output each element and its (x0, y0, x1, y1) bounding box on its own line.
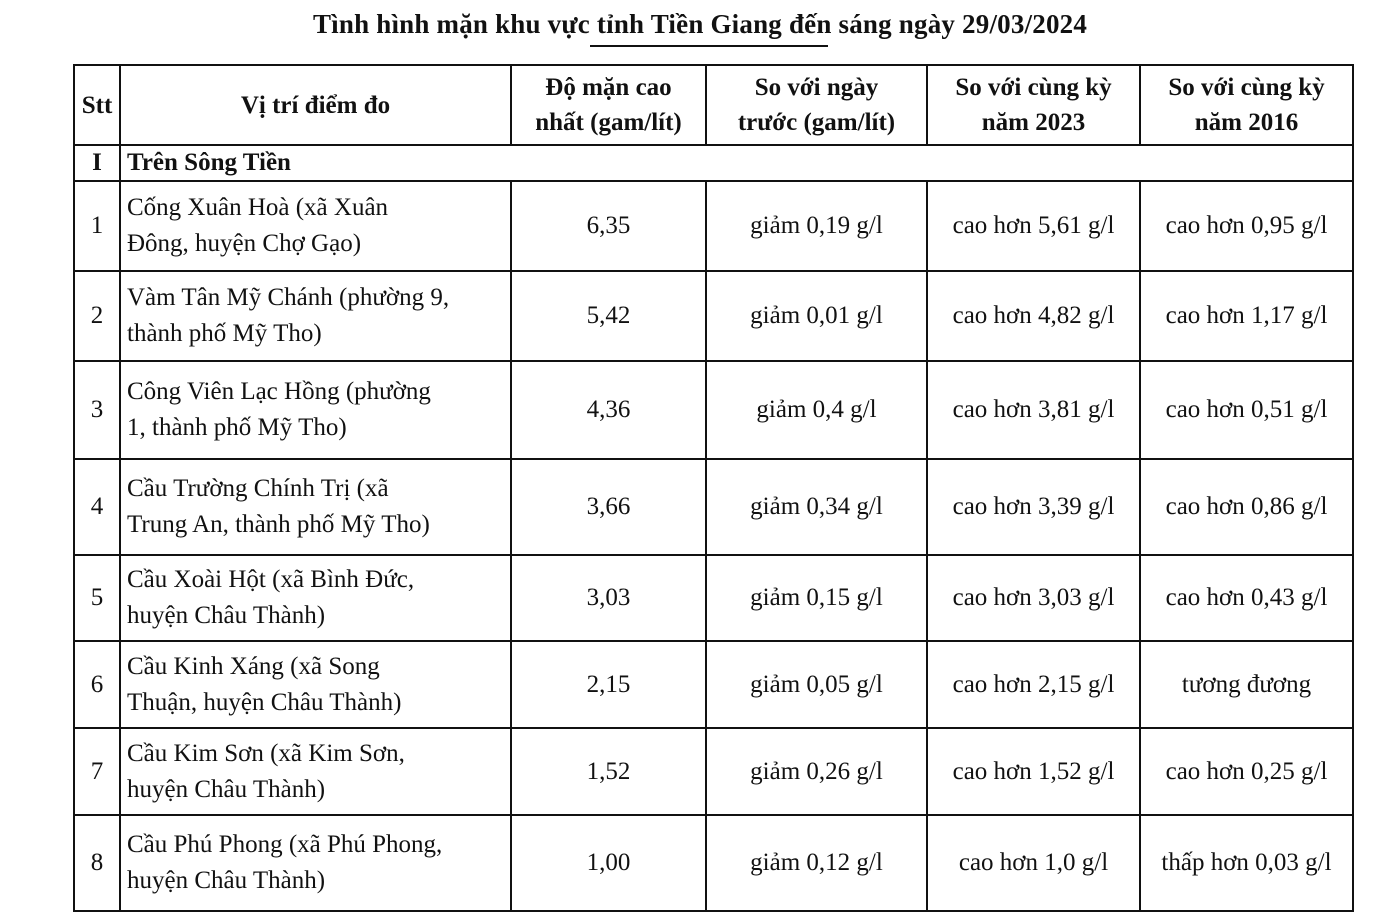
row-vs-2016: cao hơn 0,86 g/l (1140, 459, 1353, 555)
row-location-line2: huyện Châu Thành) (127, 775, 326, 803)
header-max-salinity-line2: nhất (gam/lít) (535, 109, 682, 136)
row-location-line1: Cầu Xoài Hột (xã Bình Đức, (127, 566, 415, 593)
row-location (120, 361, 511, 459)
row-stt: 4 (74, 459, 120, 555)
row-location-line2: 1, thành phố Mỹ Tho) (127, 414, 347, 441)
row-vs-2023: cao hơn 3,39 g/l (927, 459, 1140, 555)
row-vs-2023: cao hơn 1,52 g/l (927, 728, 1140, 815)
header-location (120, 65, 511, 145)
row-stt: 6 (74, 641, 120, 728)
salinity-table (73, 64, 1354, 912)
row-vs-2016: cao hơn 0,95 g/l (1140, 181, 1353, 271)
row-location (120, 555, 511, 641)
row-location-line2: huyện Châu Thành) (127, 867, 326, 894)
row-vs-2016: cao hơn 0,51 g/l (1140, 361, 1353, 459)
header-vs-2023 (927, 65, 1140, 145)
row-location-line1: Công Viên Lạc Hồng (phường (127, 378, 431, 405)
header-vs-2023-line2: năm 2023 (981, 109, 1086, 136)
row-vs-prev-day: giảm 0,12 g/l (706, 815, 927, 911)
row-location-line2: thành phố Mỹ Tho) (127, 320, 322, 347)
title-underline (590, 45, 828, 47)
table-row (74, 728, 1353, 815)
table-header-row (74, 65, 1353, 145)
header-vs-prev-day-line2: trước (gam/lít) (737, 109, 896, 136)
row-vs-2023: cao hơn 3,81 g/l (927, 361, 1140, 459)
page-title: Tình hình mặn khu vực tỉnh Tiền Giang đến sáng ngày 29/03/2024 (312, 9, 1088, 39)
header-stt (74, 65, 120, 145)
row-vs-prev-day: giảm 0,34 g/l (706, 459, 927, 555)
row-max-salinity: 5,42 (511, 271, 706, 361)
section-number: I (74, 145, 120, 181)
table-row (74, 641, 1353, 728)
table-row (74, 815, 1353, 911)
header-vs-2016-line2: năm 2016 (1194, 109, 1299, 136)
header-vs-prev-day (706, 65, 927, 145)
row-vs-2023: cao hơn 1,0 g/l (927, 815, 1140, 911)
header-vs-2016 (1140, 65, 1353, 145)
row-vs-2023: cao hơn 2,15 g/l (927, 641, 1140, 728)
row-stt: 3 (74, 361, 120, 459)
header-location-label: Vị trí điểm đo (240, 91, 391, 119)
row-max-salinity: 1,00 (511, 815, 706, 911)
row-location-line2: huyện Châu Thành) (127, 602, 326, 629)
table-row (74, 459, 1353, 555)
row-stt: 2 (74, 271, 120, 361)
row-location (120, 459, 511, 555)
row-location-line1: Cầu Phú Phong (xã Phú Phong, (127, 831, 443, 858)
row-vs-prev-day: giảm 0,4 g/l (706, 361, 927, 459)
row-location (120, 181, 511, 271)
row-vs-prev-day: giảm 0,19 g/l (706, 181, 927, 271)
row-max-salinity: 4,36 (511, 361, 706, 459)
row-vs-prev-day: giảm 0,15 g/l (706, 555, 927, 641)
row-location (120, 728, 511, 815)
row-location-line2: Đông, huyện Chợ Gạo) (127, 230, 362, 257)
row-stt: 1 (74, 181, 120, 271)
row-vs-2016: cao hơn 1,17 g/l (1140, 271, 1353, 361)
table-row (74, 361, 1353, 459)
table-row (74, 181, 1353, 271)
row-vs-prev-day: giảm 0,26 g/l (706, 728, 927, 815)
row-vs-2016: cao hơn 0,25 g/l (1140, 728, 1353, 815)
row-vs-2016: thấp hơn 0,03 g/l (1140, 815, 1353, 911)
row-vs-2016: cao hơn 0,43 g/l (1140, 555, 1353, 641)
header-max-salinity-line1: Độ mặn cao (545, 74, 672, 101)
row-location-line2: Trung An, thành phố Mỹ Tho) (127, 511, 430, 538)
row-vs-2016: tương đương (1140, 641, 1353, 728)
row-location (120, 641, 511, 728)
header-vs-2016-line1: So với cùng kỳ (1168, 74, 1325, 101)
row-vs-prev-day: giảm 0,01 g/l (706, 271, 927, 361)
row-vs-2023: cao hơn 3,03 g/l (927, 555, 1140, 641)
header-stt-label: Stt (81, 91, 113, 119)
table-row (74, 271, 1353, 361)
row-location (120, 815, 511, 911)
row-stt: 8 (74, 815, 120, 911)
row-stt: 7 (74, 728, 120, 815)
row-max-salinity: 3,03 (511, 555, 706, 641)
row-max-salinity: 6,35 (511, 181, 706, 271)
row-stt: 5 (74, 555, 120, 641)
section-label: Trên Sông Tiền (120, 145, 1353, 181)
section-row (74, 145, 1353, 181)
row-location-line2: Thuận, huyện Châu Thành) (127, 688, 402, 716)
row-max-salinity: 1,52 (511, 728, 706, 815)
row-location-line1: Cầu Kinh Xáng (xã Song (127, 652, 380, 680)
row-vs-2023: cao hơn 4,82 g/l (927, 271, 1140, 361)
row-max-salinity: 2,15 (511, 641, 706, 728)
header-max-salinity (511, 65, 706, 145)
row-location-line1: Cầu Kim Sơn (xã Kim Sơn, (127, 739, 405, 767)
header-vs-prev-day-line1: So với ngày (754, 74, 879, 101)
row-location-line1: Cầu Trường Chính Trị (xã (127, 475, 389, 502)
row-max-salinity: 3,66 (511, 459, 706, 555)
header-vs-2023-line1: So với cùng kỳ (955, 74, 1112, 101)
row-location-line1: Vàm Tân Mỹ Chánh (phường 9, (127, 284, 450, 311)
row-location-line1: Cống Xuân Hoà (xã Xuân (127, 194, 389, 221)
table-row (74, 555, 1353, 641)
row-location (120, 271, 511, 361)
row-vs-prev-day: giảm 0,05 g/l (706, 641, 927, 728)
row-vs-2023: cao hơn 5,61 g/l (927, 181, 1140, 271)
